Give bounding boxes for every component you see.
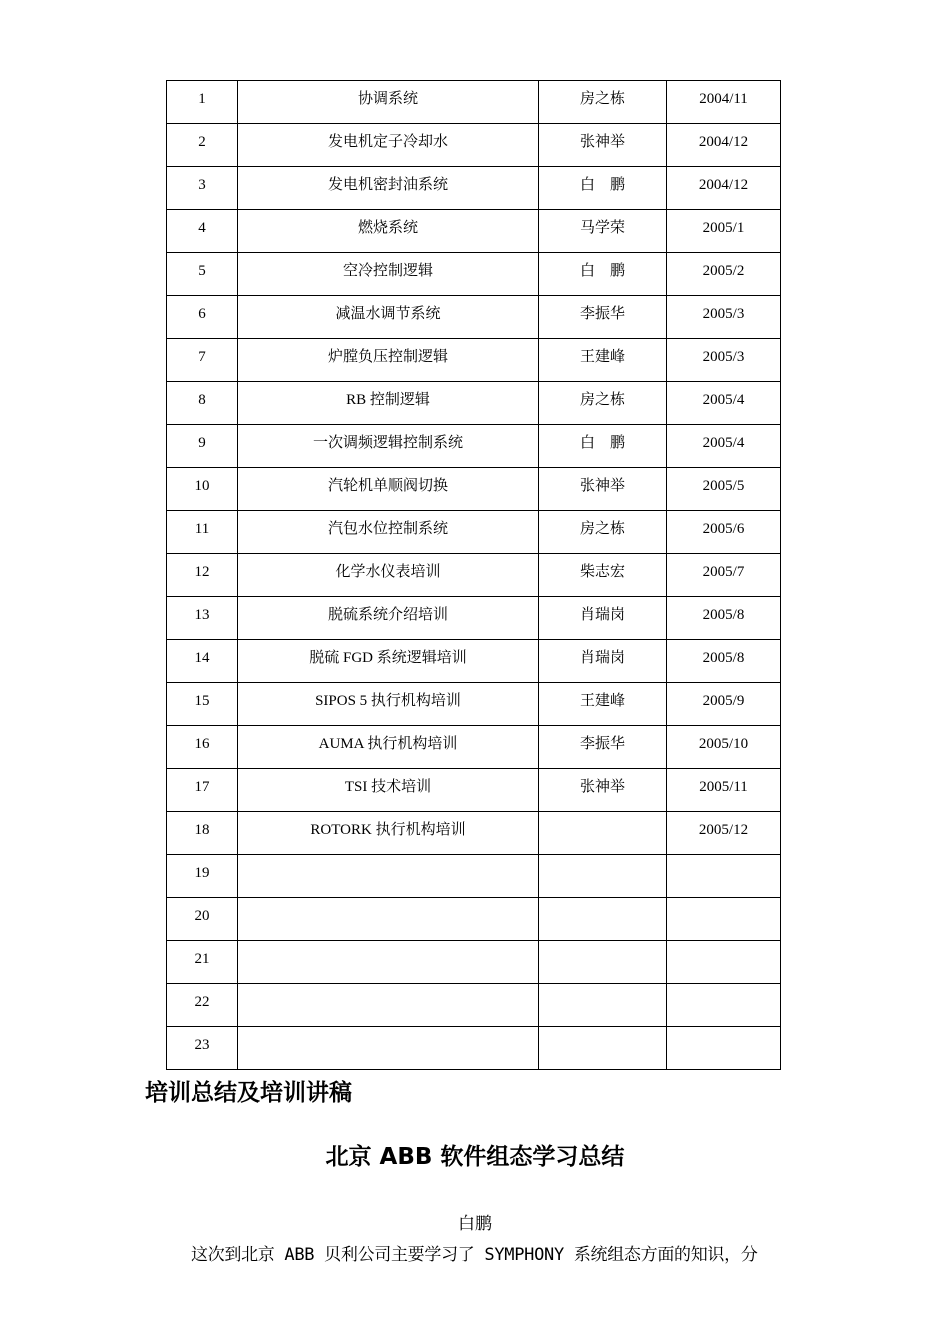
row-number-cell	[167, 511, 238, 554]
row-number-cell-text: 15	[194, 693, 210, 709]
date-cell-text: 2005/4	[702, 392, 745, 408]
lecturer-cell	[539, 1027, 667, 1070]
lecturer-cell-text: 房之栋	[579, 521, 625, 537]
lecturer-cell	[539, 296, 667, 339]
date-cell-text: 2005/6	[702, 521, 745, 537]
date-cell	[667, 769, 781, 812]
topic-cell-text	[238, 941, 538, 950]
row-number-cell	[167, 425, 238, 468]
table-row	[167, 468, 781, 511]
topic-cell	[238, 210, 539, 253]
date-cell	[667, 726, 781, 769]
row-number-cell-text: 22	[194, 994, 210, 1010]
lecturer-cell-text: 张神举	[579, 779, 625, 795]
body-paragraph: 这次到北京 ABB 贝利公司主要学习了 SYMPHONY 系统组态方面的知识，分	[191, 1245, 758, 1265]
date-cell	[667, 339, 781, 382]
lecturer-cell	[539, 511, 667, 554]
date-cell	[667, 167, 781, 210]
lecturer-cell-text: 张神举	[579, 134, 625, 150]
topic-cell-text: 化学水仪表培训	[335, 564, 441, 580]
lecturer-cell-text	[539, 855, 666, 864]
topic-cell-text: 一次调频逻辑控制系统	[312, 435, 463, 451]
row-number-cell-text: 6	[198, 306, 206, 322]
lecturer-cell-text: 肖瑞岗	[579, 607, 625, 623]
row-number-cell-text: 19	[194, 865, 210, 881]
table-row	[167, 382, 781, 425]
lecturer-cell-text: 马学荣	[579, 220, 625, 236]
date-cell	[667, 1027, 781, 1070]
topic-cell	[238, 597, 539, 640]
date-cell	[667, 898, 781, 941]
lecturer-cell-text: 柴志宏	[579, 564, 625, 580]
row-number-cell	[167, 81, 238, 124]
row-number-cell	[167, 855, 238, 898]
lecturer-cell	[539, 941, 667, 984]
topic-cell	[238, 167, 539, 210]
topic-cell-text: 燃烧系统	[357, 220, 418, 236]
date-cell	[667, 984, 781, 1027]
row-number-cell	[167, 726, 238, 769]
topic-cell	[238, 769, 539, 812]
table-row	[167, 726, 781, 769]
row-number-cell-text: 12	[194, 564, 210, 580]
lecturer-cell	[539, 167, 667, 210]
row-number-cell-text: 3	[198, 177, 206, 193]
row-number-cell-text: 21	[194, 951, 210, 967]
topic-cell	[238, 124, 539, 167]
date-cell-text	[667, 984, 780, 993]
row-number-cell-text: 8	[198, 392, 206, 408]
author-name: 白鹏	[458, 1214, 492, 1233]
row-number-cell	[167, 898, 238, 941]
topic-cell	[238, 726, 539, 769]
table-row	[167, 941, 781, 984]
section-heading: 培训总结及培训讲稿	[145, 1080, 352, 1106]
row-number-cell	[167, 382, 238, 425]
lecturer-cell-text	[539, 984, 666, 993]
lecturer-cell	[539, 812, 667, 855]
date-cell	[667, 124, 781, 167]
row-number-cell	[167, 296, 238, 339]
lecturer-cell-text: 房之栋	[579, 392, 625, 408]
document-title: 北京 ABB 软件组态学习总结	[325, 1144, 625, 1170]
topic-cell-text: 炉膛负压控制逻辑	[327, 349, 448, 365]
row-number-cell	[167, 769, 238, 812]
topic-cell	[238, 253, 539, 296]
table-row	[167, 984, 781, 1027]
date-cell-text: 2005/3	[702, 306, 745, 322]
topic-cell	[238, 296, 539, 339]
topic-cell	[238, 554, 539, 597]
row-number-cell	[167, 683, 238, 726]
table-row	[167, 855, 781, 898]
topic-cell	[238, 382, 539, 425]
row-number-cell	[167, 597, 238, 640]
row-number-cell	[167, 554, 238, 597]
topic-cell-text	[238, 1027, 538, 1036]
table-row	[167, 253, 781, 296]
date-cell-text: 2005/11	[699, 779, 748, 795]
lecturer-cell	[539, 984, 667, 1027]
date-cell-text: 2005/5	[702, 478, 745, 494]
date-cell-text: 2005/8	[702, 650, 745, 666]
table-row	[167, 812, 781, 855]
table-row	[167, 81, 781, 124]
topic-cell	[238, 812, 539, 855]
date-cell	[667, 511, 781, 554]
table-row	[167, 210, 781, 253]
topic-cell-text: 协调系统	[357, 91, 418, 107]
lecturer-cell-text	[539, 941, 666, 950]
date-cell-text: 2005/10	[698, 736, 749, 752]
table-row	[167, 339, 781, 382]
topic-cell-text: 汽轮机单顺阀切换	[327, 478, 448, 494]
row-number-cell-text: 11	[194, 521, 210, 537]
row-number-cell-text: 9	[198, 435, 206, 451]
table-row	[167, 554, 781, 597]
row-number-cell-text: 10	[194, 478, 210, 494]
row-number-cell	[167, 210, 238, 253]
topic-cell-text: SIPOS 5 执行机构培训	[315, 693, 461, 709]
row-number-cell-text: 4	[198, 220, 206, 236]
topic-cell	[238, 339, 539, 382]
date-cell	[667, 253, 781, 296]
lecturer-cell	[539, 382, 667, 425]
topic-cell-text: 汽包水位控制系统	[327, 521, 448, 537]
lecturer-cell-text	[539, 898, 666, 907]
date-cell-text: 2005/12	[698, 822, 749, 838]
lecturer-cell	[539, 640, 667, 683]
row-number-cell	[167, 253, 238, 296]
topic-cell-text: 发电机密封油系统	[327, 177, 448, 193]
topic-cell-text	[238, 898, 538, 907]
row-number-cell	[167, 167, 238, 210]
row-number-cell-text: 16	[194, 736, 210, 752]
table-row	[167, 167, 781, 210]
row-number-cell	[167, 812, 238, 855]
date-cell	[667, 554, 781, 597]
topic-cell-text	[238, 855, 538, 864]
row-number-cell-text: 1	[198, 91, 206, 107]
date-cell	[667, 81, 781, 124]
lecturer-cell	[539, 855, 667, 898]
row-number-cell	[167, 640, 238, 683]
row-number-cell-text: 7	[198, 349, 206, 365]
topic-cell-text: 减温水调节系统	[335, 306, 441, 322]
topic-cell-text: 脱硫系统介绍培训	[327, 607, 448, 623]
topic-cell	[238, 984, 539, 1027]
lecturer-cell	[539, 253, 667, 296]
lecturer-cell-text: 王建峰	[579, 349, 625, 365]
date-cell	[667, 468, 781, 511]
lecturer-cell	[539, 339, 667, 382]
lecturer-cell-text	[539, 1027, 666, 1036]
date-cell	[667, 296, 781, 339]
date-cell-text	[667, 898, 780, 907]
lecturer-cell	[539, 468, 667, 511]
table-row	[167, 124, 781, 167]
topic-cell	[238, 468, 539, 511]
lecturer-cell-text	[539, 812, 666, 821]
lecturer-cell-text: 白 鹏	[579, 263, 625, 279]
date-cell	[667, 855, 781, 898]
lecturer-cell	[539, 81, 667, 124]
row-number-cell-text: 23	[194, 1037, 210, 1053]
table-row	[167, 683, 781, 726]
lecturer-cell	[539, 683, 667, 726]
lecturer-cell-text: 李振华	[579, 306, 625, 322]
table-row	[167, 898, 781, 941]
topic-cell	[238, 683, 539, 726]
lecturer-cell	[539, 597, 667, 640]
date-cell-text	[667, 941, 780, 950]
lecturer-cell	[539, 898, 667, 941]
lecturer-cell-text: 白 鹏	[579, 177, 625, 193]
topic-cell	[238, 898, 539, 941]
date-cell-text: 2005/7	[702, 564, 745, 580]
table-row	[167, 640, 781, 683]
row-number-cell-text: 5	[198, 263, 206, 279]
table-row	[167, 597, 781, 640]
row-number-cell	[167, 124, 238, 167]
row-number-cell-text: 18	[194, 822, 210, 838]
date-cell-text	[667, 855, 780, 864]
topic-cell-text: ROTORK 执行机构培训	[310, 822, 466, 838]
row-number-cell	[167, 339, 238, 382]
topic-cell	[238, 81, 539, 124]
table-row	[167, 425, 781, 468]
row-number-cell-text: 17	[194, 779, 210, 795]
topic-cell-text: AUMA 执行机构培训	[318, 736, 458, 752]
date-cell-text	[667, 1027, 780, 1036]
row-number-cell	[167, 984, 238, 1027]
topic-cell-text: 空冷控制逻辑	[342, 263, 433, 279]
date-cell	[667, 941, 781, 984]
lecturer-cell-text: 肖瑞岗	[579, 650, 625, 666]
row-number-cell	[167, 1027, 238, 1070]
lecturer-cell	[539, 210, 667, 253]
lecturer-cell	[539, 726, 667, 769]
date-cell-text: 2005/8	[702, 607, 745, 623]
date-cell-text: 2005/1	[702, 220, 745, 236]
date-cell	[667, 210, 781, 253]
lecturer-cell	[539, 124, 667, 167]
table-row	[167, 296, 781, 339]
lecturer-cell	[539, 425, 667, 468]
training-schedule-table	[166, 80, 781, 1070]
lecturer-cell	[539, 769, 667, 812]
date-cell-text: 2005/9	[702, 693, 745, 709]
training-schedule-body	[167, 81, 781, 1070]
lecturer-cell-text: 房之栋	[579, 91, 625, 107]
topic-cell	[238, 855, 539, 898]
lecturer-cell-text: 白 鹏	[579, 435, 625, 451]
date-cell	[667, 382, 781, 425]
date-cell-text: 2004/12	[698, 134, 749, 150]
lecturer-cell-text: 张神举	[579, 478, 625, 494]
topic-cell	[238, 1027, 539, 1070]
topic-cell-text: 脱硫 FGD 系统逻辑培训	[309, 650, 467, 666]
row-number-cell-text: 14	[194, 650, 210, 666]
table-row	[167, 769, 781, 812]
date-cell	[667, 812, 781, 855]
row-number-cell-text: 20	[194, 908, 210, 924]
lecturer-cell-text: 王建峰	[579, 693, 625, 709]
topic-cell-text: TSI 技术培训	[344, 779, 432, 795]
date-cell	[667, 425, 781, 468]
date-cell-text: 2005/3	[702, 349, 745, 365]
table-row	[167, 511, 781, 554]
topic-cell-text: 发电机定子冷却水	[327, 134, 448, 150]
lecturer-cell-text: 李振华	[579, 736, 625, 752]
row-number-cell	[167, 468, 238, 511]
row-number-cell-text: 13	[194, 607, 210, 623]
topic-cell-text	[238, 984, 538, 993]
topic-cell-text: RB 控制逻辑	[346, 392, 430, 408]
date-cell	[667, 597, 781, 640]
date-cell	[667, 683, 781, 726]
topic-cell	[238, 640, 539, 683]
date-cell-text: 2005/4	[702, 435, 745, 451]
date-cell-text: 2004/11	[699, 91, 748, 107]
table-row	[167, 1027, 781, 1070]
row-number-cell	[167, 941, 238, 984]
topic-cell	[238, 511, 539, 554]
topic-cell	[238, 941, 539, 984]
date-cell-text: 2005/2	[702, 263, 745, 279]
date-cell-text: 2004/12	[698, 177, 749, 193]
topic-cell	[238, 425, 539, 468]
date-cell	[667, 640, 781, 683]
lecturer-cell	[539, 554, 667, 597]
row-number-cell-text: 2	[198, 134, 206, 150]
